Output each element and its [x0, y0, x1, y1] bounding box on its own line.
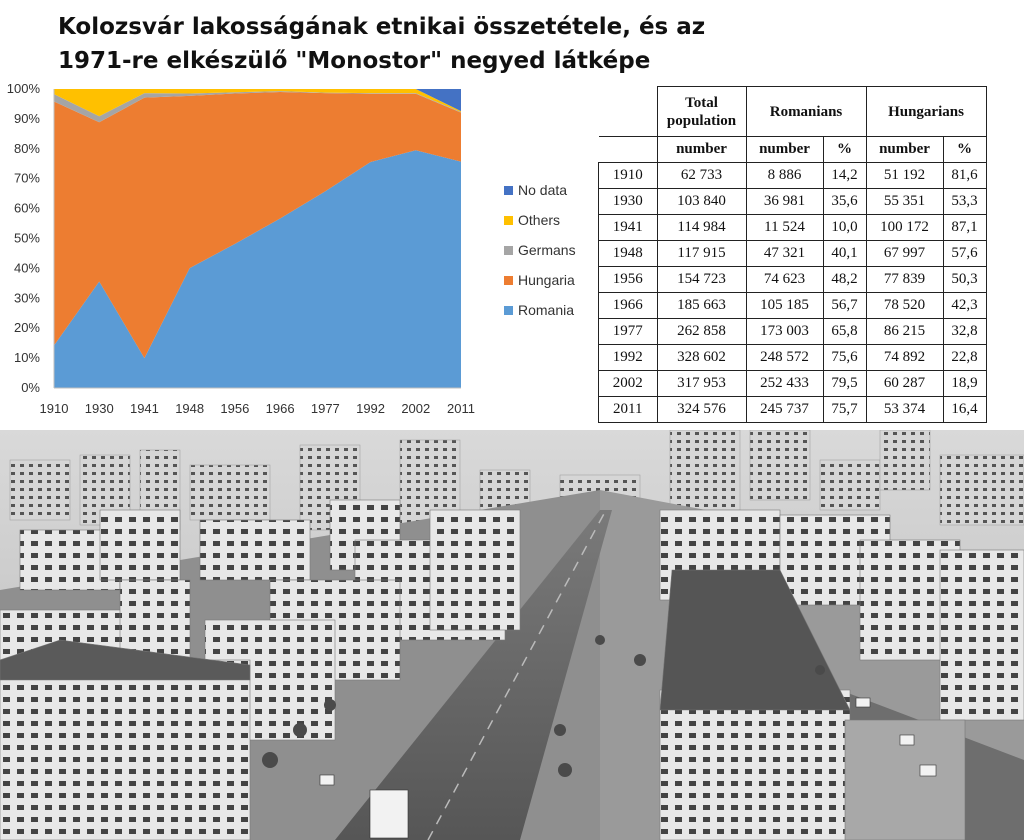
x-tick-label: 1948 [175, 401, 205, 416]
table-cell-hu-n: 55 351 [866, 189, 943, 215]
table-cell-hu-n: 78 520 [866, 293, 943, 319]
table-row [599, 241, 987, 267]
table-cell-year: 1992 [599, 345, 658, 371]
table-row [599, 189, 987, 215]
y-tick-label: 20% [13, 320, 40, 336]
table-cell-year: 1956 [599, 267, 658, 293]
title-line-1: Kolozsvár lakosságának etnikai összetétele, és az [58, 14, 706, 40]
table-row [599, 267, 987, 293]
table-cell-year: 1948 [599, 241, 658, 267]
table-cell-year: 1977 [599, 319, 658, 345]
subheader-romanians-number: number [746, 137, 823, 163]
table-row [599, 163, 987, 189]
y-axis [7, 81, 41, 395]
table-cell-ro-p: 75,7 [823, 397, 866, 423]
table-body [599, 163, 987, 423]
ethnic-composition-chart [0, 80, 590, 420]
legend-swatch [504, 216, 513, 225]
legend-label: Romania [518, 302, 575, 318]
x-tick-label: 1910 [39, 401, 69, 416]
table-cell-ro-n: 105 185 [746, 293, 823, 319]
legend-label: Hungaria [518, 272, 575, 288]
table-cell-total: 103 840 [657, 189, 746, 215]
x-tick-label: 1956 [220, 401, 250, 416]
table-cell-hu-p: 32,8 [943, 319, 986, 345]
x-axis [40, 401, 475, 416]
x-tick-label: 1977 [310, 401, 340, 416]
table-cell-ro-p: 35,6 [823, 189, 866, 215]
table-cell-year: 2011 [599, 397, 658, 423]
table-cell-hu-n: 100 172 [866, 215, 943, 241]
y-tick-label: 70% [13, 170, 40, 186]
table-cell-ro-n: 11 524 [746, 215, 823, 241]
table-cell-hu-p: 16,4 [943, 397, 986, 423]
table-cell-total: 154 723 [657, 267, 746, 293]
table-cell-ro-n: 245 737 [746, 397, 823, 423]
table-cell-ro-p: 40,1 [823, 241, 866, 267]
table-cell-year: 1910 [599, 163, 658, 189]
x-tick-label: 1930 [84, 401, 114, 416]
y-tick-label: 0% [21, 380, 40, 395]
y-tick-label: 60% [13, 200, 40, 216]
table-cell-hu-p: 42,3 [943, 293, 986, 319]
table-cell-year: 1966 [599, 293, 658, 319]
table-cell-ro-n: 74 623 [746, 267, 823, 293]
table-row [599, 215, 987, 241]
y-tick-label: 100% [6, 81, 40, 96]
table-cell-total: 328 602 [657, 345, 746, 371]
legend-swatch [504, 186, 513, 195]
table-cell-ro-n: 8 886 [746, 163, 823, 189]
subheader-hungarians-percent: % [943, 137, 986, 163]
monostor-district-photo [0, 430, 1024, 840]
table-cell-hu-n: 74 892 [866, 345, 943, 371]
page-title [58, 10, 818, 78]
legend-swatch [504, 276, 513, 285]
y-tick-label: 50% [13, 230, 40, 246]
table-cell-hu-p: 81,6 [943, 163, 986, 189]
x-tick-label: 1966 [265, 401, 295, 416]
table-cell-ro-p: 75,6 [823, 345, 866, 371]
x-tick-label: 2011 [447, 401, 475, 416]
table-cell-ro-p: 79,5 [823, 371, 866, 397]
y-tick-label: 40% [13, 260, 40, 276]
title-line-2: 1971-re elkészülő "Monostor" negyed látképe [58, 48, 651, 74]
table-cell-hu-p: 53,3 [943, 189, 986, 215]
table-cell-hu-n: 53 374 [866, 397, 943, 423]
subheader-hungarians-number: number [866, 137, 943, 163]
table-cell-hu-p: 18,9 [943, 371, 986, 397]
x-tick-label: 1992 [356, 401, 386, 416]
header-total-population: Total population [657, 87, 746, 137]
y-tick-label: 10% [13, 350, 40, 366]
y-tick-label: 90% [13, 110, 40, 126]
table-cell-hu-p: 87,1 [943, 215, 986, 241]
table-cell-hu-p: 50,3 [943, 267, 986, 293]
table-cell-ro-p: 14,2 [823, 163, 866, 189]
table-cell-ro-p: 65,8 [823, 319, 866, 345]
table-cell-ro-n: 36 981 [746, 189, 823, 215]
population-table [598, 86, 1020, 423]
table-cell-total: 114 984 [657, 215, 746, 241]
table-cell-total: 117 915 [657, 241, 746, 267]
header-romanians: Romanians [746, 87, 866, 137]
x-tick-label: 1941 [129, 401, 159, 416]
table-cell-hu-n: 86 215 [866, 319, 943, 345]
table-cell-hu-p: 22,8 [943, 345, 986, 371]
table-row [599, 371, 987, 397]
table-cell-hu-n: 67 997 [866, 241, 943, 267]
legend-swatch [504, 306, 513, 315]
table-cell-hu-p: 57,6 [943, 241, 986, 267]
table-cell-year: 2002 [599, 371, 658, 397]
table-row [599, 397, 987, 423]
legend-label: Others [518, 212, 561, 228]
legend-label: No data [518, 182, 568, 198]
table-cell-ro-p: 48,2 [823, 267, 866, 293]
table-cell-year: 1941 [599, 215, 658, 241]
x-tick-label: 2002 [401, 401, 431, 416]
y-tick-label: 30% [13, 290, 40, 306]
subheader-total-number: number [657, 137, 746, 163]
empty-corner-cell [599, 87, 658, 137]
table-cell-hu-n: 51 192 [866, 163, 943, 189]
table-cell-ro-n: 252 433 [746, 371, 823, 397]
table-cell-ro-p: 10,0 [823, 215, 866, 241]
chart-legend [504, 182, 576, 318]
header-hungarians: Hungarians [866, 87, 986, 137]
table-cell-total: 262 858 [657, 319, 746, 345]
table-cell-ro-n: 248 572 [746, 345, 823, 371]
chart-areas [54, 89, 461, 388]
y-tick-label: 80% [13, 140, 40, 156]
table-cell-total: 62 733 [657, 163, 746, 189]
legend-label: Germans [518, 242, 576, 258]
legend-swatch [504, 246, 513, 255]
table-cell-ro-p: 56,7 [823, 293, 866, 319]
table-cell-total: 317 953 [657, 371, 746, 397]
table-cell-total: 185 663 [657, 293, 746, 319]
table-cell-hu-n: 77 839 [866, 267, 943, 293]
table-row [599, 293, 987, 319]
table-row [599, 319, 987, 345]
table-cell-total: 324 576 [657, 397, 746, 423]
table-row [599, 345, 987, 371]
subheader-romanians-percent: % [823, 137, 866, 163]
empty-year-subheader [599, 137, 658, 163]
table-cell-ro-n: 47 321 [746, 241, 823, 267]
table-cell-ro-n: 173 003 [746, 319, 823, 345]
table-cell-hu-n: 60 287 [866, 371, 943, 397]
table-cell-year: 1930 [599, 189, 658, 215]
